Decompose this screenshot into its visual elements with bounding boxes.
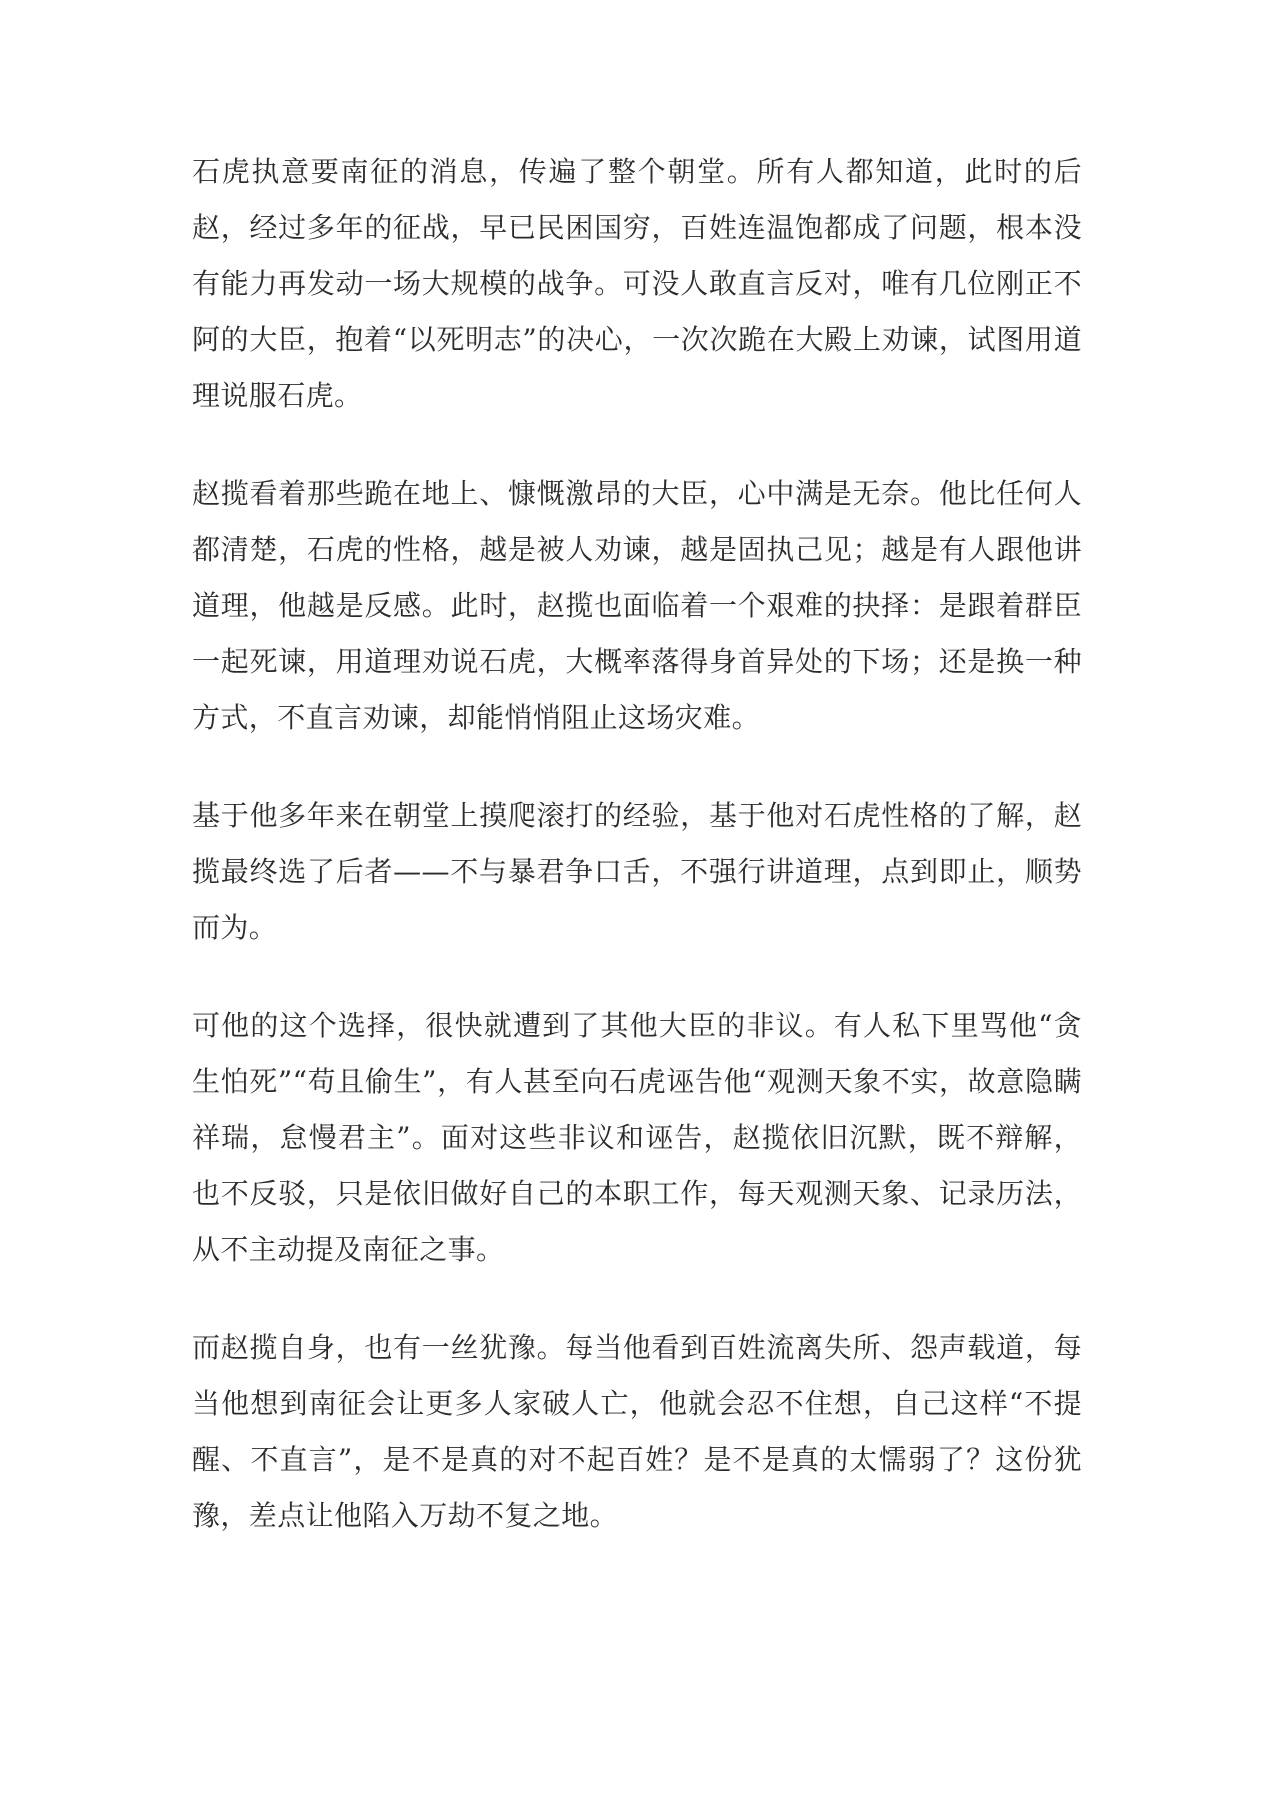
paragraph-2: 赵揽看着那些跪在地上、慷慨激昂的大臣，心中满是无奈。他比任何人都清楚，石虎的性格，越是被人劝谏，越是固执己见；越是有人跟他讲道理，他越是反感。此时，赵揽也面临着一个艰难的抉择：是跟着群臣一起死谏，用道理劝说石虎，大概率落得身首异处的下场；还是换一种方式，不直言劝谏，却能悄悄阻止这场灾难。 <box>192 477 1082 734</box>
paragraph-1: 石虎执意要南征的消息，传遍了整个朝堂。所有人都知道，此时的后赵，经过多年的征战，早已民困国穷，百姓连温饱都成了问题，根本没有能力再发动一场大规模的战争。可没人敢直言反对，唯有几位刚正不阿的大臣，抱着“以死明志”的决心，一次次跪在大殿上劝谏，试图用道理说服石虎。 <box>192 155 1082 412</box>
article-body <box>192 144 1082 1586</box>
paragraph-5: 而赵揽自身，也有一丝犹豫。每当他看到百姓流离失所、怨声载道，每当他想到南征会让更多人家破人亡，他就会忍不住想，自己这样“不提醒、不直言”，是不是真的对不起百姓？是不是真的太懦弱了？这份犹豫，差点让他陷入万劫不复之地。 <box>192 1331 1082 1532</box>
paragraph-3: 基于他多年来在朝堂上摸爬滚打的经验，基于他对石虎性格的了解，赵揽最终选了后者——不与暴君争口舌，不强行讲道理，点到即止，顺势而为。 <box>192 799 1082 944</box>
paragraph-4: 可他的这个选择，很快就遭到了其他大臣的非议。有人私下里骂他“贪生怕死”“苟且偷生”，有人甚至向石虎诬告他“观测天象不实，故意隐瞒祥瑞，怠慢君主”。面对这些非议和诬告，赵揽依旧沉默，既不辩解，也不反驳，只是依旧做好自己的本职工作，每天观测天象、记录历法，从不主动提及南征之事。 <box>192 1009 1082 1266</box>
